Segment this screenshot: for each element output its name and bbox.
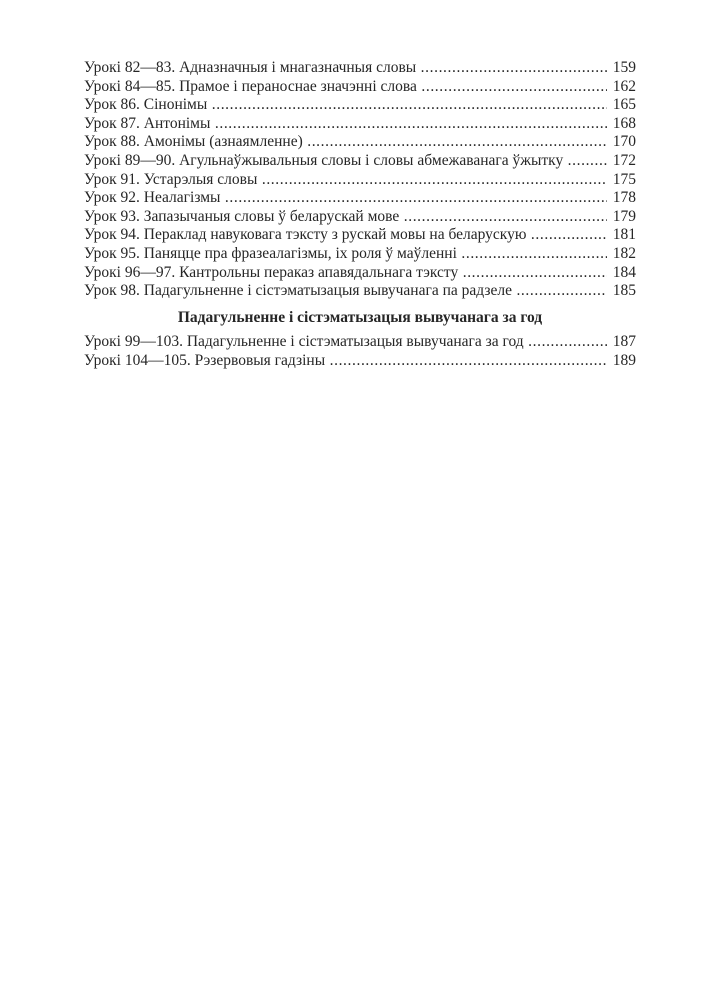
toc-entry — [84, 171, 636, 190]
toc-entry-label: Урокі 84—85. Прамое і пераноснае значэнні слова ..... — [84, 78, 636, 95]
toc-entry-page-number: 172 — [607, 152, 636, 171]
toc-entry-label: Урок 92. Неалагізмы ..... — [84, 189, 636, 206]
toc-entry-page-number: 185 — [607, 282, 636, 301]
toc-entry-page-number: 168 — [607, 115, 636, 134]
toc-entry-label: Урокі 99—103. Падагульненне і сістэматызацыя вывучанага за год ..... — [84, 333, 636, 350]
toc-entry — [84, 152, 636, 171]
toc-entry-label: Урок 91. Устарэлыя словы ..... — [84, 171, 636, 188]
toc-entry — [84, 78, 636, 97]
toc-entry-label: Урокі 89—90. Агульнаўжывальныя словы і словы абмежаванага ўжытку ..... — [84, 152, 636, 169]
toc-entry — [84, 352, 636, 371]
toc-entry-label: Урок 93. Запазычаныя словы ў беларускай мове ..... — [84, 208, 636, 225]
toc-entry-page-number: 189 — [607, 352, 636, 371]
toc-entry-label: Урокі 104—105. Рэзервовыя гадзіны ..... — [84, 352, 636, 369]
toc-entry — [84, 282, 636, 301]
toc-entry — [84, 226, 636, 245]
toc-entry-label: Урок 88. Амонімы (азнаямленне) ..... — [84, 133, 636, 150]
toc-entry-label: Урок 95. Паняцце пра фразеалагізмы, іх роля ў маўленні ..... — [84, 245, 636, 262]
toc-entry-label: Урок 87. Антонімы ..... — [84, 115, 636, 132]
toc-entry-page-number: 184 — [607, 264, 636, 283]
toc-entry-page-number: 178 — [607, 189, 636, 208]
toc-entry — [84, 59, 636, 78]
toc-entry-page-number: 165 — [607, 96, 636, 115]
toc-entry — [84, 264, 636, 283]
toc-entry-label: Урок 94. Пераклад навуковага тэксту з рускай мовы на беларускую ..... — [84, 226, 636, 243]
toc-entry-page-number: 179 — [607, 208, 636, 227]
toc-entry-page-number: 181 — [607, 226, 636, 245]
table-of-contents — [84, 59, 636, 371]
toc-entry-page-number: 170 — [607, 133, 636, 152]
toc-entry-page-number: 175 — [607, 171, 636, 190]
toc-entry-label: Урокі 82—83. Адназначныя і мнагазначныя словы ..... — [84, 59, 636, 76]
toc-list-lower — [84, 333, 636, 370]
toc-entry — [84, 208, 636, 227]
toc-entry — [84, 189, 636, 208]
toc-entry — [84, 333, 636, 352]
toc-entry — [84, 133, 636, 152]
section-heading: Падагульненне і сістэматызацыя вывучанага за год — [177, 308, 543, 326]
toc-list-upper — [84, 59, 636, 301]
toc-entry-page-number: 159 — [607, 59, 636, 78]
toc-entry — [84, 245, 636, 264]
toc-entry — [84, 96, 636, 115]
toc-entry-page-number: 187 — [607, 333, 636, 352]
toc-entry-page-number: 162 — [607, 78, 636, 97]
toc-entry — [84, 115, 636, 134]
toc-entry-label: Урок 86. Сінонімы ..... — [84, 96, 636, 113]
toc-entry-label: Урок 98. Падагульненне і сістэматызацыя вывучанага па радзеле ..... — [84, 282, 636, 299]
toc-entry-page-number: 182 — [607, 245, 636, 264]
toc-entry-label: Урокі 96—97. Кантрольны пераказ апавядальнага тэксту ..... — [84, 264, 636, 281]
